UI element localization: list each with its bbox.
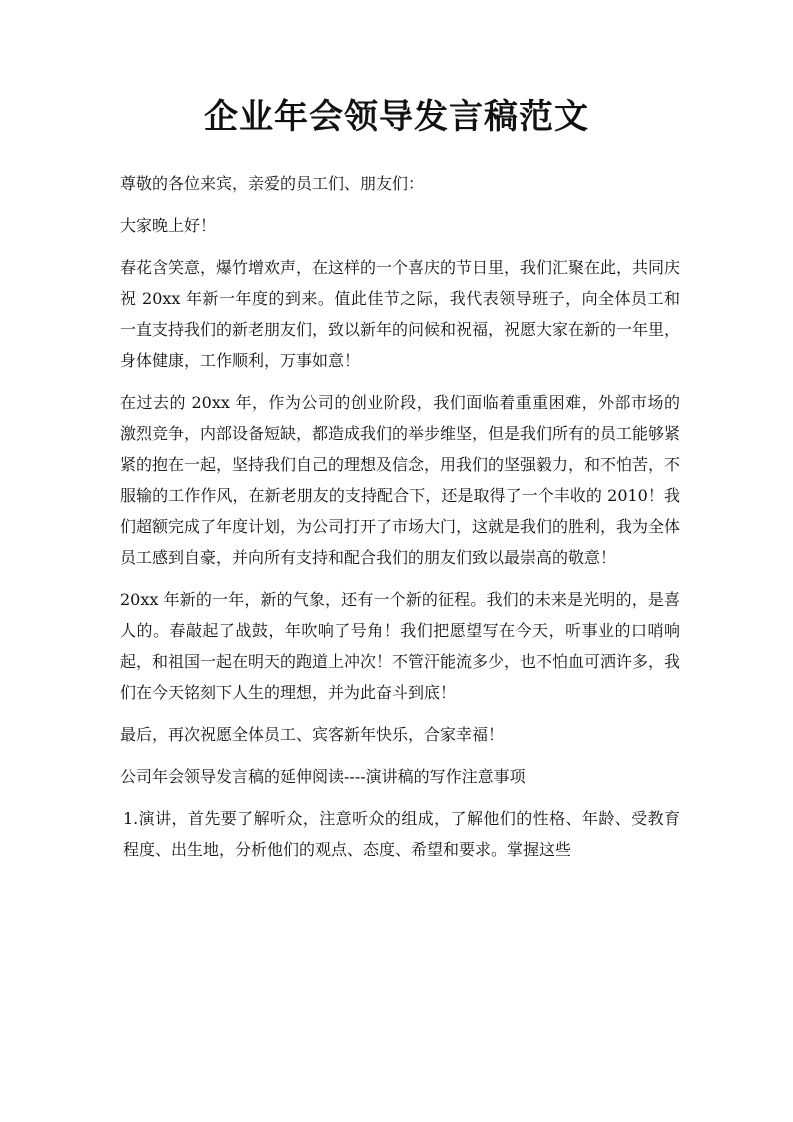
document-body	[120, 168, 680, 876]
paragraph-extended-reading-heading: 公司年会领导发言稿的延伸阅读----演讲稿的写作注意事项	[120, 767, 526, 786]
paragraph-salutation: 尊敬的各位来宾，亲爱的员工们、朋友们：	[120, 174, 425, 193]
paragraph-closing-wishes: 最后，再次祝愿全体员工、宾客新年快乐，合家幸福！	[120, 725, 505, 744]
paragraph-new-year-outlook: 20xx 年新的一年，新的气象，还有一个新的征程。我们的未来是光明的，是喜人的。春敲起了战鼓，年吹响了号角！我们把愿望写在今天，听事业的口哨响起，和祖国一起在明天的跑道上冲次！不管汗能流多少，也不怕血可洒许多，我们在今天铭刻下人生的理想，并为此奋斗到底！	[120, 590, 681, 702]
paragraph-writing-tip-1: 1.演讲，首先要了解听众，注意听众的组成，了解他们的性格、年龄、受教育程度、出生地，分析他们的观点、态度、希望和要求。掌握这些	[123, 809, 680, 859]
paragraph-greeting: 大家晚上好！	[120, 216, 217, 235]
paragraph-new-year-wishes: 春花含笑意，爆竹增欢声，在这样的一个喜庆的节日里，我们汇聚在此，共同庆祝 20xx 年新一年度的到来。值此佳节之际，我代表领导班子，向全体员工和一直支持我们的新老朋友们，致以新年的问候和祝福，祝愿大家在新的一年里，身体健康，工作顺利，万事如意！	[120, 258, 681, 370]
paragraph-past-year-review: 在过去的 20xx 年，作为公司的创业阶段，我们面临着重重困难，外部市场的激烈竞争，内部设备短缺，都造成我们的举步维坚，但是我们所有的员工能够紧紧的抱在一起，坚持我们自己的理想及信念，用我们的坚强毅力，和不怕苦，不服输的工作作风，在新老朋友的支持配合下，还是取得了一个丰收的 2010！我们超额完成了年度计划，为公司打开了市场大门，这就是我们的胜利，我为全体员工感到自豪，并向所有支持和配合我们的朋友们致以最崇高的敬意！	[120, 393, 681, 567]
document-title: 企业年会领导发言稿范文	[204, 97, 589, 137]
